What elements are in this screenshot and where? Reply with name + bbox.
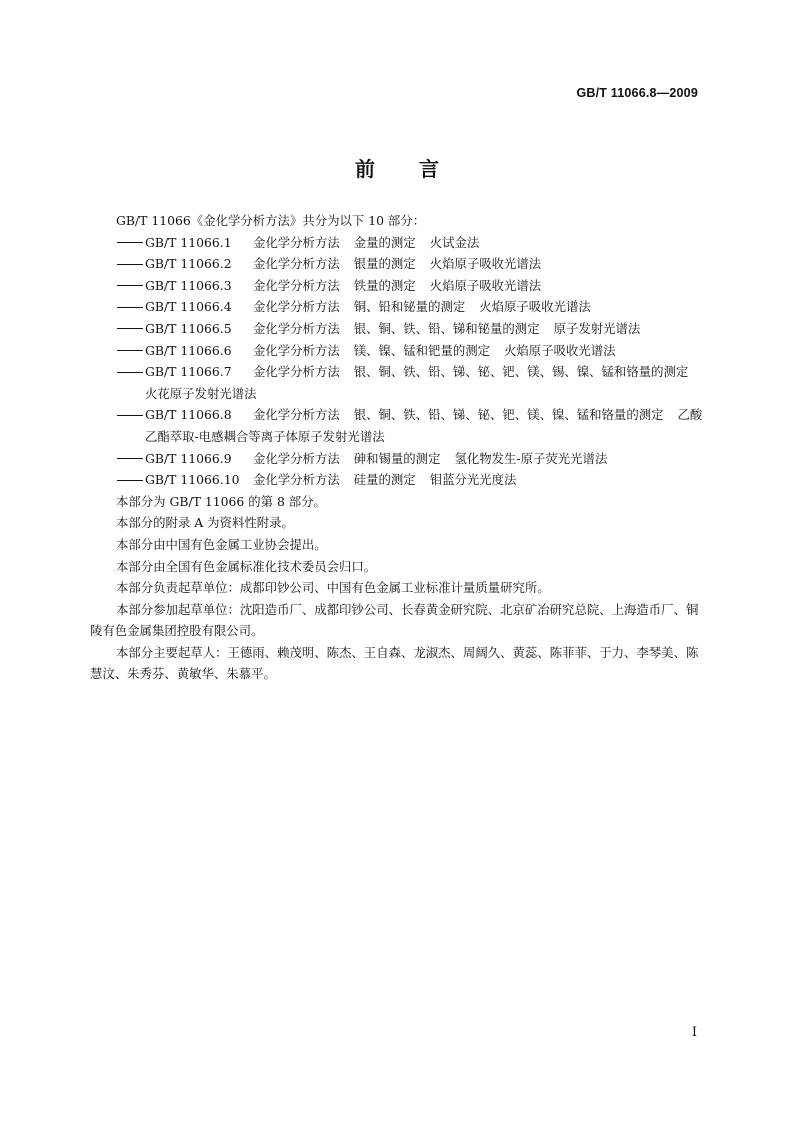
part-name: 银、铜、铁、铅、锑和铋量的测定 xyxy=(353,320,540,336)
paragraph-annex: 本部分的附录 A 为资料性附录。 xyxy=(116,515,294,531)
paragraph-committee: 本部分由全国有色金属标准化技术委员会归口。 xyxy=(116,558,377,574)
foreword-body xyxy=(90,210,708,685)
part-name: 银量的测定 xyxy=(353,256,416,272)
part-code: GB/T 11066.4 xyxy=(145,299,232,315)
part-method: 火焰原子吸收光谱法 xyxy=(479,299,591,315)
part-code: GB/T 11066.1 xyxy=(145,234,232,250)
part-method: 氢化物发生-原子荧光光谱法 xyxy=(454,450,608,466)
part-series: 金化学分析方法 xyxy=(253,364,340,380)
part-list-item xyxy=(90,232,708,254)
paragraph-participating-units: 本部分参加起草单位：沈阳造币厂、成都印钞公司、长春黄金研究院、北京矿冶研究总院、上海造币厂、铜陵有色金属集团控股有限公司。 xyxy=(90,601,699,639)
intro-paragraph: GB/T 11066《金化学分析方法》共分为以下 10 部分： xyxy=(116,213,426,228)
part-list-item xyxy=(90,318,708,340)
em-dash xyxy=(117,328,143,329)
part-series: 金化学分析方法 xyxy=(253,277,340,293)
part-method: 钼蓝分光光度法 xyxy=(429,472,517,488)
part-method: 火试金法 xyxy=(429,234,480,250)
part-name: 银、铜、铁、铅、锑、铋、钯、镁、镍、锰和铬量的测定 xyxy=(353,407,664,423)
paragraph-part-number: 本部分为 GB/T 11066 的第 8 部分。 xyxy=(116,493,326,509)
part-method: 火焰原子吸收光谱法 xyxy=(429,256,542,272)
standard-code-header: GB/T 11066.8—2009 xyxy=(576,86,698,100)
part-name: 铜、铅和铋量的测定 xyxy=(353,299,466,315)
part-code: GB/T 11066.2 xyxy=(145,256,232,272)
part-name: 镁、镍、锰和钯量的测定 xyxy=(353,342,491,358)
paragraph-drafters: 本部分主要起草人：王德雨、赖茂明、陈杰、王自森、龙淑杰、周阔久、黄蕊、陈菲菲、于力、李琴美、陈慧汶、朱秀芬、黄敏华、朱慕平。 xyxy=(90,644,699,682)
part-list-item xyxy=(90,253,708,275)
em-dash xyxy=(117,264,143,265)
part-code: GB/T 11066.7 xyxy=(145,364,232,380)
em-dash xyxy=(117,458,143,459)
page-title xyxy=(0,153,794,182)
em-dash xyxy=(117,350,143,351)
em-dash xyxy=(117,415,143,416)
part-name: 硅量的测定 xyxy=(353,472,416,488)
em-dash xyxy=(117,307,143,308)
part-code: GB/T 11066.6 xyxy=(145,342,232,358)
em-dash xyxy=(117,285,143,286)
part-list-item xyxy=(90,275,708,297)
title-char-2: 言 xyxy=(419,157,439,181)
part-method: 原子发射光谱法 xyxy=(553,320,641,336)
part-list-item xyxy=(90,469,708,491)
part-series: 金化学分析方法 xyxy=(253,299,340,315)
part-method: 火花原子发射光谱法 xyxy=(145,385,257,401)
paragraph-proposer: 本部分由中国有色金属工业协会提出。 xyxy=(116,536,327,552)
part-code: GB/T 11066.3 xyxy=(145,277,232,293)
part-series: 金化学分析方法 xyxy=(253,450,340,466)
em-dash xyxy=(117,372,143,373)
part-list-item xyxy=(90,361,708,404)
part-code: GB/T 11066.8 xyxy=(145,407,232,423)
part-list-item xyxy=(90,296,708,318)
part-code: GB/T 11066.10 xyxy=(145,472,240,488)
part-method: 火焰原子吸收光谱法 xyxy=(429,277,542,293)
part-name: 金量的测定 xyxy=(353,234,416,250)
part-list-item xyxy=(90,340,708,362)
part-code: GB/T 11066.5 xyxy=(145,320,232,336)
part-code: GB/T 11066.9 xyxy=(145,450,232,466)
part-name: 银、铜、铁、铅、锑、铋、钯、镁、锡、镍、锰和铬量的测定 xyxy=(353,364,689,380)
em-dash xyxy=(117,480,143,481)
part-series: 金化学分析方法 xyxy=(253,472,340,488)
title-char-1: 前 xyxy=(355,157,375,181)
part-series: 金化学分析方法 xyxy=(253,342,340,358)
part-series: 金化学分析方法 xyxy=(253,234,340,250)
paragraph-drafting-unit: 本部分负责起草单位：成都印钞公司、中国有色金属工业标准计量质量研究所。 xyxy=(116,580,550,596)
part-list-item xyxy=(90,404,708,447)
part-series: 金化学分析方法 xyxy=(253,320,340,336)
em-dash xyxy=(117,242,143,243)
part-series: 金化学分析方法 xyxy=(253,407,340,423)
part-method: 乙酸乙酯萃取-电感耦合等离子体原子发射光谱法 xyxy=(145,407,703,444)
page-number: I xyxy=(691,1025,697,1040)
part-name: 砷和锡量的测定 xyxy=(353,450,441,466)
part-name: 铁量的测定 xyxy=(353,277,416,293)
part-series: 金化学分析方法 xyxy=(253,256,340,272)
part-list-item xyxy=(90,448,708,470)
part-method: 火焰原子吸收光谱法 xyxy=(504,342,616,358)
